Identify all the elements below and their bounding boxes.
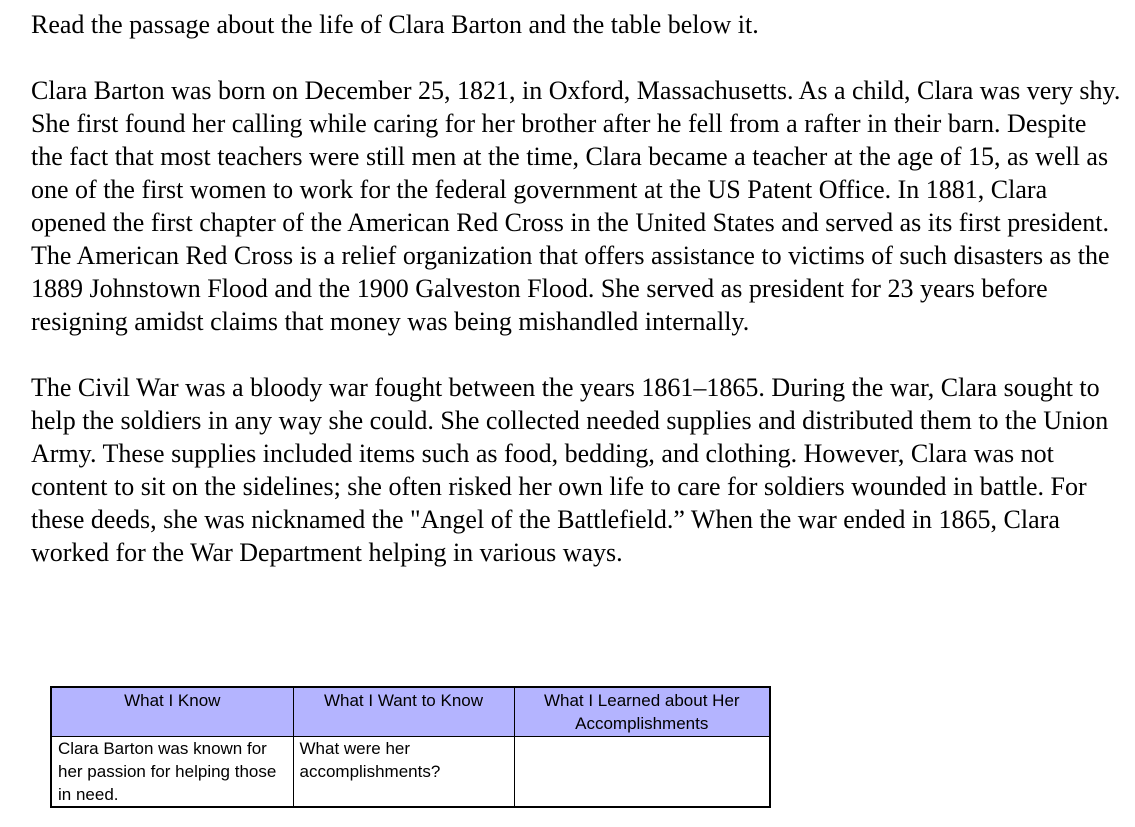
kwl-chart-table bbox=[50, 686, 771, 808]
passage-paragraph-1: Clara Barton was born on December 25, 1821, in Oxford, Massachusetts. As a child, Clara was very shy. She first found her calling while caring for her brother after he fell from a rafter in their barn. Despite the fact that most teachers were still men at the time, Clara became a teacher at the age of 15, as well as one of the first women to work for the federal government at the US Patent Office. In 1881, Clara opened the first chapter of the American Red Cross in the United States and served as its first president. The American Red Cross is a relief organization that offers assistance to victims of such disasters as the 1889 Johnstown Flood and the 1900 Galveston Flood. She served as president for 23 years before resigning amidst claims that money was being mishandled internally. bbox=[31, 76, 1121, 336]
header-what-i-want-to-know: What I Want to Know bbox=[293, 687, 514, 737]
header-what-i-learned: What I Learned about Her Accomplishments bbox=[514, 687, 770, 737]
document-page bbox=[31, 8, 1121, 602]
table-row bbox=[51, 737, 770, 808]
cell-what-i-know: Clara Barton was known for her passion for helping those in need. bbox=[51, 737, 293, 808]
header-what-i-know: What I Know bbox=[51, 687, 293, 737]
cell-what-i-want-to-know: What were her accomplishments? bbox=[293, 737, 514, 808]
passage-paragraph-2: The Civil War was a bloody war fought between the years 1861–1865. During the war, Clara sought to help the soldiers in any way she could. She collected needed supplies and distributed them to the Union Army. These supplies included items such as food, bedding, and clothing. However, Clara was not content to sit on the sidelines; she often risked her own life to care for soldiers wounded in battle. For these deeds, she was nicknamed the "Angel of the Battlefield.” When the war ended in 1865, Clara worked for the War Department helping in various ways. bbox=[31, 373, 1109, 567]
cell-what-i-learned bbox=[514, 737, 770, 808]
table-header-row bbox=[51, 687, 770, 737]
instruction-text: Read the passage about the life of Clara Barton and the table below it. bbox=[31, 10, 759, 39]
